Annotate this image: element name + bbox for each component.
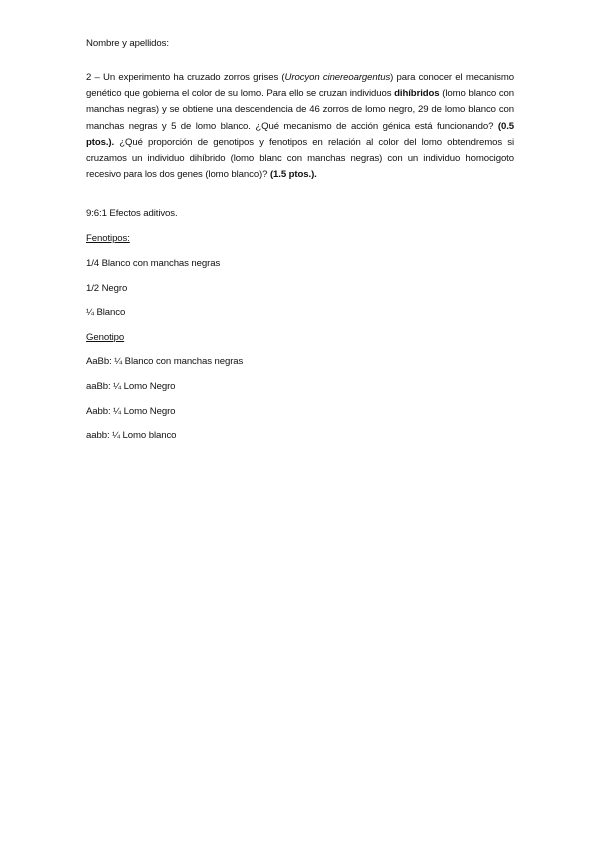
genotipo-item: aabb: ¼ Lomo blanco	[86, 430, 177, 441]
species-name: Urocyon cinereoargentus	[284, 72, 391, 83]
question-text-3: (lomo blanco con manchas negras) y se obtiene una descendencia de 46 zorros de lomo negro, 29 de lomo blanco con manchas negras y 5 de lomo blanco. ¿Qué mecanismo de acción génica está funcionando?	[86, 88, 515, 132]
genotipo-heading: Genotipo	[86, 332, 125, 343]
fenotipos-heading: Fenotipos:	[86, 233, 130, 244]
question-text-4: ¿Qué proporción de genotipos y fenotipos en relación al color del lomo obtendremos si cruzamos un individuo dihíbrido (lomo blanc con manchas negras) con un individuo homocigoto recesivo para los dos genes (lomo blanco)?	[86, 136, 514, 181]
points-part-1: (0.5 ptos.).	[86, 120, 514, 148]
question-number: 2 –	[86, 72, 100, 83]
genotipo-item: aaBb: ¼ Lomo Negro	[86, 381, 176, 392]
points-part-2: (1.5 ptos.).	[269, 169, 317, 181]
genotipo-item: AaBb: ¼ Blanco con manchas negras	[86, 356, 244, 367]
question-text-1: Un experimento ha cruzado zorros grises (	[99, 72, 285, 83]
dihibridos-term: dihíbridos	[394, 88, 440, 100]
fenotipo-item: 1/2 Negro	[86, 283, 128, 294]
fenotipo-item: ¼ Blanco	[86, 307, 126, 318]
genotipo-item: Aabb: ¼ Lomo Negro	[86, 406, 176, 417]
name-label: Nombre y apellidos:	[86, 38, 169, 49]
question-paragraph	[86, 70, 514, 183]
answer-ratio: 9:6:1 Efectos aditivos.	[86, 208, 178, 219]
question-text-2: ) para conocer el mecanismo genético que gobierna el color de su lomo. Para ello se cruzan individuos	[86, 72, 515, 100]
fenotipo-item: 1/4 Blanco con manchas negras	[86, 258, 221, 269]
